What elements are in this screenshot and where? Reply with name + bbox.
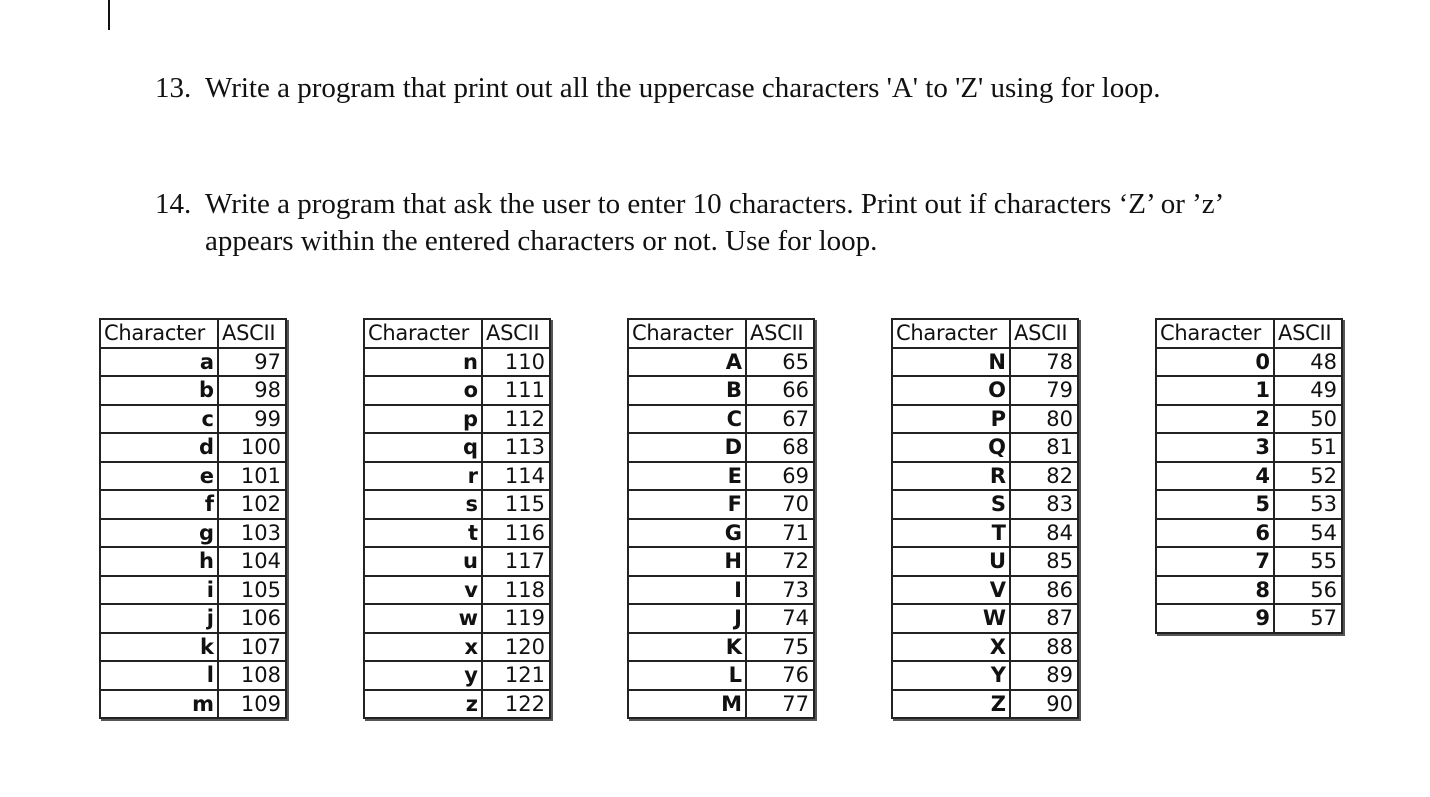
- ascii-code-cell: 53: [1274, 490, 1342, 519]
- table-row: [628, 376, 814, 405]
- character-cell: b: [100, 376, 218, 405]
- character-cell: Q: [892, 433, 1010, 462]
- table-row: [364, 433, 550, 462]
- ascii-code-cell: 71: [746, 519, 814, 548]
- question-line: [155, 186, 1224, 223]
- character-cell: I: [628, 576, 746, 605]
- ascii-code-cell: 78: [1010, 348, 1078, 377]
- table-row: [628, 604, 814, 633]
- table-row: [364, 690, 550, 719]
- character-cell: F: [628, 490, 746, 519]
- ascii-code-cell: 115: [482, 490, 550, 519]
- ascii-code-cell: 116: [482, 519, 550, 548]
- ascii-code-cell: 69: [746, 462, 814, 491]
- character-cell: w: [364, 604, 482, 633]
- character-cell: x: [364, 633, 482, 662]
- table-row: [364, 348, 550, 377]
- ascii-code-cell: 121: [482, 661, 550, 690]
- ascii-code-cell: 110: [482, 348, 550, 377]
- table-row: [1156, 519, 1342, 548]
- header-ascii: ASCII: [1274, 319, 1342, 348]
- ascii-code-cell: 72: [746, 547, 814, 576]
- character-cell: 9: [1156, 604, 1274, 633]
- header-ascii: ASCII: [1010, 319, 1078, 348]
- table-row: [628, 547, 814, 576]
- table-header-row: [1156, 319, 1342, 348]
- table-row: [100, 348, 286, 377]
- table-row: [100, 576, 286, 605]
- question-text: Write a program that ask the user to enter 10 characters. Print out if characters ‘Z’ or ’z’: [205, 188, 1225, 220]
- table-row: [628, 690, 814, 719]
- ascii-code-cell: 122: [482, 690, 550, 719]
- table-row: [892, 661, 1078, 690]
- ascii-code-cell: 108: [218, 661, 286, 690]
- character-cell: u: [364, 547, 482, 576]
- character-cell: i: [100, 576, 218, 605]
- table-row: [1156, 604, 1342, 633]
- question-text: appears within the entered characters or not. Use for loop.: [205, 225, 878, 257]
- table-row: [100, 490, 286, 519]
- table-row: [892, 547, 1078, 576]
- ascii-code-cell: 99: [218, 405, 286, 434]
- ascii-code-cell: 88: [1010, 633, 1078, 662]
- character-cell: T: [892, 519, 1010, 548]
- ascii-code-cell: 118: [482, 576, 550, 605]
- table-row: [1156, 462, 1342, 491]
- question-13: [155, 70, 1160, 107]
- table-row: [100, 405, 286, 434]
- ascii-code-cell: 90: [1010, 690, 1078, 719]
- ascii-code-cell: 82: [1010, 462, 1078, 491]
- table-row: [628, 433, 814, 462]
- character-cell: 6: [1156, 519, 1274, 548]
- character-cell: h: [100, 547, 218, 576]
- table-row: [364, 604, 550, 633]
- table-row: [628, 348, 814, 377]
- character-cell: J: [628, 604, 746, 633]
- ascii-code-cell: 111: [482, 376, 550, 405]
- ascii-code-cell: 57: [1274, 604, 1342, 633]
- ascii-code-cell: 113: [482, 433, 550, 462]
- question-text: Write a program that print out all the uppercase characters 'A' to 'Z' using for loop.: [205, 72, 1161, 104]
- table-row: [364, 576, 550, 605]
- table-row: [1156, 348, 1342, 377]
- ascii-code-cell: 65: [746, 348, 814, 377]
- character-cell: l: [100, 661, 218, 690]
- question-line: [155, 70, 1160, 107]
- table-row: [628, 490, 814, 519]
- text-cursor: [108, 0, 110, 30]
- character-cell: 8: [1156, 576, 1274, 605]
- ascii-code-cell: 100: [218, 433, 286, 462]
- character-cell: C: [628, 405, 746, 434]
- table-row: [100, 462, 286, 491]
- character-cell: c: [100, 405, 218, 434]
- header-ascii: ASCII: [746, 319, 814, 348]
- character-cell: R: [892, 462, 1010, 491]
- character-cell: q: [364, 433, 482, 462]
- ascii-code-cell: 104: [218, 547, 286, 576]
- table-row: [364, 633, 550, 662]
- character-cell: B: [628, 376, 746, 405]
- ascii-code-cell: 55: [1274, 547, 1342, 576]
- character-cell: G: [628, 519, 746, 548]
- ascii-code-cell: 81: [1010, 433, 1078, 462]
- table-row: [364, 405, 550, 434]
- ascii-table-lowercase-n-z: [363, 318, 551, 719]
- ascii-code-cell: 112: [482, 405, 550, 434]
- ascii-code-cell: 52: [1274, 462, 1342, 491]
- character-cell: N: [892, 348, 1010, 377]
- table-row: [364, 376, 550, 405]
- ascii-code-cell: 56: [1274, 576, 1342, 605]
- ascii-table-lowercase-a-m: [99, 318, 287, 719]
- table-row: [628, 633, 814, 662]
- character-cell: n: [364, 348, 482, 377]
- question-number: 13.: [155, 72, 192, 104]
- character-cell: S: [892, 490, 1010, 519]
- table-row: [892, 633, 1078, 662]
- ascii-code-cell: 49: [1274, 376, 1342, 405]
- ascii-code-cell: 101: [218, 462, 286, 491]
- table-row: [364, 462, 550, 491]
- ascii-code-cell: 87: [1010, 604, 1078, 633]
- character-cell: H: [628, 547, 746, 576]
- header-character: Character: [1156, 319, 1274, 348]
- ascii-code-cell: 79: [1010, 376, 1078, 405]
- table-row: [892, 405, 1078, 434]
- character-cell: d: [100, 433, 218, 462]
- ascii-table-digits: [1155, 318, 1343, 634]
- ascii-code-cell: 83: [1010, 490, 1078, 519]
- table-row: [364, 519, 550, 548]
- ascii-code-cell: 76: [746, 661, 814, 690]
- ascii-code-cell: 114: [482, 462, 550, 491]
- table-header-row: [364, 319, 550, 348]
- character-cell: a: [100, 348, 218, 377]
- character-cell: m: [100, 690, 218, 719]
- table-row: [892, 348, 1078, 377]
- ascii-code-cell: 80: [1010, 405, 1078, 434]
- ascii-code-cell: 102: [218, 490, 286, 519]
- header-ascii: ASCII: [218, 319, 286, 348]
- table-row: [628, 405, 814, 434]
- table-row: [1156, 547, 1342, 576]
- table-row: [892, 690, 1078, 719]
- character-cell: V: [892, 576, 1010, 605]
- ascii-code-cell: 75: [746, 633, 814, 662]
- table-row: [364, 490, 550, 519]
- table-row: [892, 519, 1078, 548]
- character-cell: f: [100, 490, 218, 519]
- table-row: [364, 661, 550, 690]
- ascii-table-uppercase-n-z: [891, 318, 1079, 719]
- ascii-code-cell: 106: [218, 604, 286, 633]
- ascii-code-cell: 73: [746, 576, 814, 605]
- character-cell: X: [892, 633, 1010, 662]
- ascii-code-cell: 89: [1010, 661, 1078, 690]
- ascii-code-cell: 54: [1274, 519, 1342, 548]
- ascii-code-cell: 119: [482, 604, 550, 633]
- table-row: [1156, 376, 1342, 405]
- table-row: [628, 519, 814, 548]
- table-row: [1156, 405, 1342, 434]
- ascii-code-cell: 97: [218, 348, 286, 377]
- ascii-code-cell: 86: [1010, 576, 1078, 605]
- ascii-code-cell: 68: [746, 433, 814, 462]
- table-row: [100, 661, 286, 690]
- ascii-code-cell: 74: [746, 604, 814, 633]
- ascii-code-cell: 120: [482, 633, 550, 662]
- table-header-row: [628, 319, 814, 348]
- character-cell: W: [892, 604, 1010, 633]
- ascii-code-cell: 85: [1010, 547, 1078, 576]
- header-character: Character: [892, 319, 1010, 348]
- table-row: [892, 376, 1078, 405]
- character-cell: z: [364, 690, 482, 719]
- character-cell: D: [628, 433, 746, 462]
- character-cell: O: [892, 376, 1010, 405]
- character-cell: Y: [892, 661, 1010, 690]
- character-cell: 7: [1156, 547, 1274, 576]
- question-number: 14.: [155, 188, 192, 220]
- ascii-code-cell: 70: [746, 490, 814, 519]
- question-line: [155, 223, 1224, 260]
- table-row: [892, 576, 1078, 605]
- header-character: Character: [628, 319, 746, 348]
- question-14: [155, 186, 1224, 260]
- character-cell: j: [100, 604, 218, 633]
- ascii-code-cell: 50: [1274, 405, 1342, 434]
- character-cell: g: [100, 519, 218, 548]
- character-cell: Z: [892, 690, 1010, 719]
- header-character: Character: [100, 319, 218, 348]
- character-cell: 0: [1156, 348, 1274, 377]
- table-row: [628, 661, 814, 690]
- table-row: [1156, 490, 1342, 519]
- ascii-code-cell: 107: [218, 633, 286, 662]
- character-cell: 1: [1156, 376, 1274, 405]
- character-cell: r: [364, 462, 482, 491]
- ascii-code-cell: 48: [1274, 348, 1342, 377]
- character-cell: P: [892, 405, 1010, 434]
- table-row: [628, 576, 814, 605]
- ascii-code-cell: 103: [218, 519, 286, 548]
- ascii-code-cell: 109: [218, 690, 286, 719]
- character-cell: E: [628, 462, 746, 491]
- table-row: [892, 462, 1078, 491]
- character-cell: y: [364, 661, 482, 690]
- table-row: [100, 519, 286, 548]
- table-row: [1156, 576, 1342, 605]
- table-row: [100, 604, 286, 633]
- table-header-row: [892, 319, 1078, 348]
- character-cell: M: [628, 690, 746, 719]
- character-cell: v: [364, 576, 482, 605]
- header-ascii: ASCII: [482, 319, 550, 348]
- table-row: [100, 690, 286, 719]
- character-cell: A: [628, 348, 746, 377]
- character-cell: 3: [1156, 433, 1274, 462]
- ascii-code-cell: 105: [218, 576, 286, 605]
- ascii-code-cell: 117: [482, 547, 550, 576]
- table-row: [100, 376, 286, 405]
- table-row: [892, 433, 1078, 462]
- table-row: [892, 490, 1078, 519]
- ascii-code-cell: 67: [746, 405, 814, 434]
- character-cell: 2: [1156, 405, 1274, 434]
- ascii-code-cell: 77: [746, 690, 814, 719]
- character-cell: s: [364, 490, 482, 519]
- table-row: [892, 604, 1078, 633]
- table-row: [100, 433, 286, 462]
- character-cell: o: [364, 376, 482, 405]
- character-cell: U: [892, 547, 1010, 576]
- table-row: [1156, 433, 1342, 462]
- header-character: Character: [364, 319, 482, 348]
- character-cell: 4: [1156, 462, 1274, 491]
- character-cell: t: [364, 519, 482, 548]
- table-row: [100, 633, 286, 662]
- character-cell: k: [100, 633, 218, 662]
- ascii-code-cell: 84: [1010, 519, 1078, 548]
- character-cell: K: [628, 633, 746, 662]
- ascii-code-cell: 98: [218, 376, 286, 405]
- ascii-table-uppercase-a-m: [627, 318, 815, 719]
- ascii-code-cell: 51: [1274, 433, 1342, 462]
- table-row: [628, 462, 814, 491]
- character-cell: e: [100, 462, 218, 491]
- character-cell: p: [364, 405, 482, 434]
- character-cell: L: [628, 661, 746, 690]
- table-row: [100, 547, 286, 576]
- table-header-row: [100, 319, 286, 348]
- table-row: [364, 547, 550, 576]
- character-cell: 5: [1156, 490, 1274, 519]
- ascii-code-cell: 66: [746, 376, 814, 405]
